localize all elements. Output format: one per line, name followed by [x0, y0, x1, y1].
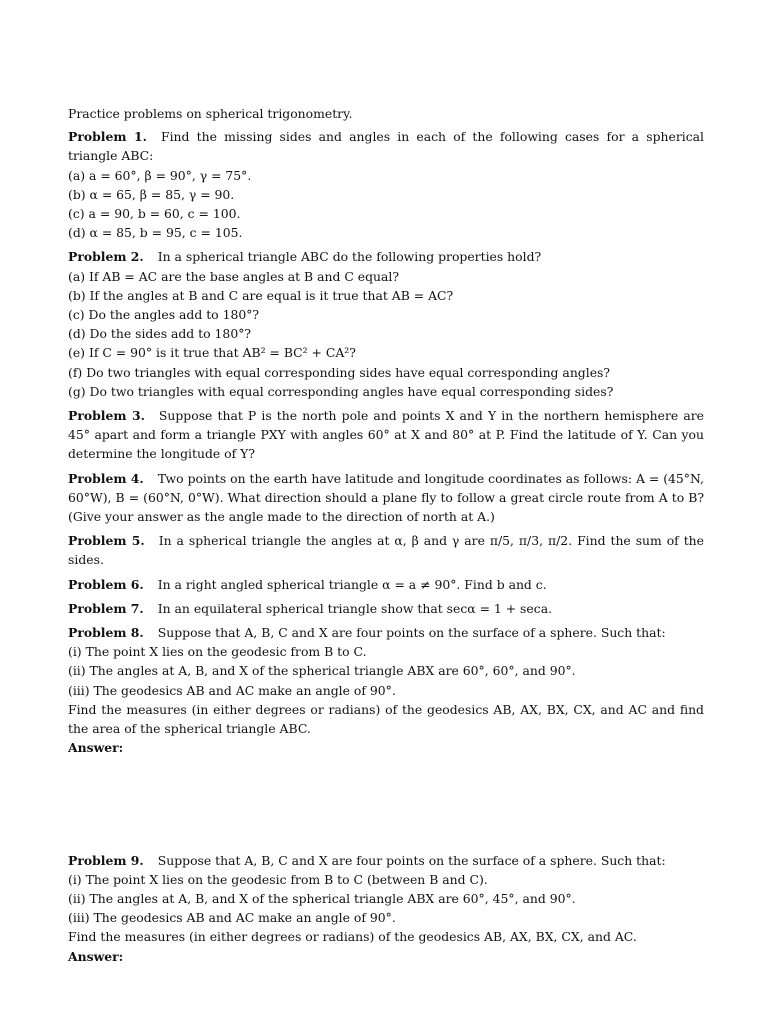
document-page	[68, 104, 704, 971]
problem-3	[68, 406, 704, 464]
problem-item: (f) Do two triangles with equal corresponding sides have equal corresponding angles?	[68, 364, 611, 380]
problem-closing: Find the measures (in either degrees or radians) of the geodesics AB, AX, BX, CX, and AC.	[68, 929, 637, 945]
problem-item: (iii) The geodesics AB and AC make an angle of 90°.	[68, 682, 396, 698]
problem-9	[68, 851, 704, 966]
problem-6	[68, 575, 704, 594]
problem-item: (d) Do the sides add to 180°?	[68, 326, 252, 342]
document-intro: Practice problems on spherical trigonometry.	[68, 106, 353, 121]
problem-text: In an equilateral spherical triangle show that secα = 1 + seca.	[157, 600, 553, 616]
problem-item: (c) a = 90, b = 60, c = 100.	[68, 206, 241, 222]
problem-item: (e) If C = 90° is it true that AB² = BC² + CA²?	[68, 345, 356, 361]
problem-item: (c) Do the angles add to 180°?	[68, 307, 260, 323]
problem-label: Problem 7.	[68, 600, 144, 616]
problem-8	[68, 623, 704, 845]
problem-5	[68, 531, 704, 569]
problem-text: Find the missing sides and angles in each of the following cases for a spherical triangle ABC:	[68, 129, 704, 164]
problem-label: Problem 6.	[68, 576, 144, 592]
problem-item: (b) If the angles at B and C are equal is it true that AB = AC?	[68, 287, 454, 303]
problem-text: Two points on the earth have latitude and longitude coordinates as follows: A = (45°N, 60°W), B = (60°N, 0°W). What direction should a plane fly to follow a great circle route from A to B? (Give your answer as the angle made to the direction of north at A.)	[68, 470, 704, 525]
problem-4	[68, 469, 704, 527]
problem-label: Problem 5.	[68, 533, 145, 549]
problem-2	[68, 247, 704, 401]
problem-text: Suppose that A, B, C and X are four points on the surface of a sphere. Such that:	[157, 852, 666, 868]
answer-label: Answer:	[68, 948, 124, 964]
problem-item: (a) a = 60°, β = 90°, γ = 75°.	[68, 167, 252, 183]
problem-item: (ii) The angles at A, B, and X of the spherical triangle ABX are 60°, 45°, and 90°.	[68, 890, 576, 906]
problem-text: In a right angled spherical triangle α = a ≠ 90°. Find b and c.	[157, 576, 547, 592]
problem-text: In a spherical triangle the angles at α, β and γ are π/5, π/3, π/2. Find the sum of the sides.	[68, 533, 704, 568]
problem-item: (i) The point X lies on the geodesic from B to C.	[68, 644, 367, 660]
problem-item: (i) The point X lies on the geodesic from B to C (between B and C).	[68, 871, 488, 887]
problem-item: (iii) The geodesics AB and AC make an angle of 90°.	[68, 910, 396, 926]
problem-label: Problem 3.	[68, 408, 145, 424]
problem-label: Problem 2.	[68, 249, 144, 265]
problem-text: In a spherical triangle ABC do the following properties hold?	[157, 249, 542, 265]
problem-label: Problem 8.	[68, 625, 144, 641]
problem-label: Problem 4.	[68, 470, 144, 486]
answer-space	[68, 758, 704, 846]
problem-text: Suppose that A, B, C and X are four points on the surface of a sphere. Such that:	[157, 625, 666, 641]
problem-item: (a) If AB = AC are the base angles at B and C equal?	[68, 268, 399, 284]
problem-label: Problem 1.	[68, 129, 147, 145]
problem-7	[68, 599, 704, 618]
problem-label: Problem 9.	[68, 852, 144, 868]
problem-item: (d) α = 85, b = 95, c = 105.	[68, 225, 243, 241]
problem-item: (g) Do two triangles with equal corresponding angles have equal corresponding sides?	[68, 383, 614, 399]
problem-text: Suppose that P is the north pole and points X and Y in the northern hemisphere are 45° apart and form a triangle PXY with angles 60° at X and 80° at P. Find the latitude of Y. Can you determine the longitude of Y?	[68, 408, 704, 462]
problem-item: (b) α = 65, β = 85, γ = 90.	[68, 186, 235, 202]
answer-label: Answer:	[68, 740, 124, 756]
problem-1	[68, 127, 704, 242]
problem-closing: Find the measures (in either degrees or radians) of the geodesics AB, AX, BX, CX, and AC and find the area of the spherical triangle ABC.	[68, 701, 704, 737]
problem-item: (ii) The angles at A, B, and X of the spherical triangle ABX are 60°, 60°, and 90°.	[68, 663, 576, 679]
